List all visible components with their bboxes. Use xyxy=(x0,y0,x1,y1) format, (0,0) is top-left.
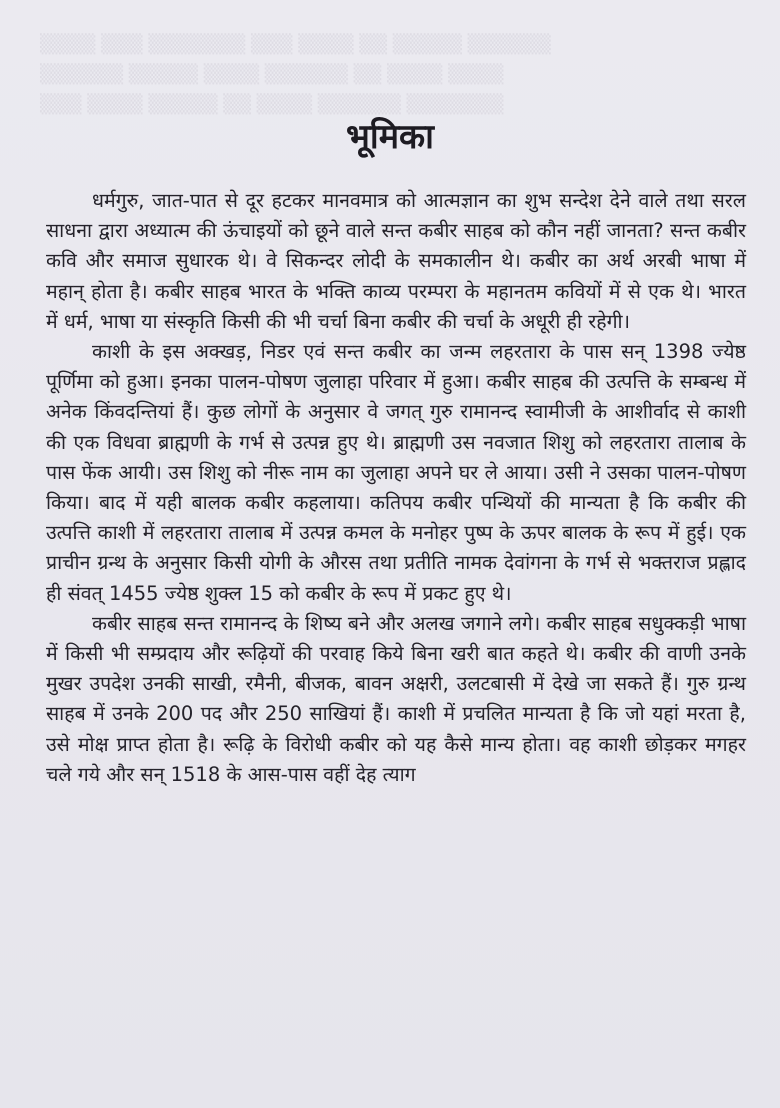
show-through-texture: ▒▒▒▒ ▒▒▒ ▒▒▒▒▒▒▒ ▒▒▒ ▒▒▒▒ ▒▒ ▒▒▒▒▒ ▒▒▒▒▒▒ ▒▒▒▒▒▒ ▒▒▒▒▒ ▒▒▒▒ ▒▒▒▒▒▒ ▒▒ ▒▒▒▒ ▒▒▒▒ ▒▒▒ ▒▒▒▒ ▒▒▒▒▒ ▒▒ ▒▒▒▒ ▒▒▒▒▒▒ ▒▒▒▒▒▒▒ xyxy=(40,34,551,115)
page-title: भूमिका xyxy=(346,117,434,157)
body-text xyxy=(46,186,746,790)
paragraph: कबीर साहब सन्त रामानन्द के शिष्य बने और अलख जगाने लगे। कबीर साहब सधुक्कड़ी भाषा में किसी भी सम्प्रदाय और रूढ़ियों की परवाह किये बिना खरी बात कहते थे। कबीर की वाणी उनके मुखर उपदेश उनकी साखी, रमैनी, बीजक, बावन अक्षरी, उलटबासी में देखे जा सकते हैं। गुरु ग्रन्थ साहब में उनके 200 पद और 250 साखियां हैं। काशी में प्रचलित मान्यता है कि जो यहां मरता है, उसे मोक्ष प्राप्त होता है। रूढ़ि के विरोधी कबीर को यह कैसे मान्य होता। वह काशी छोड़कर मगहर चले गये और सन् 1518 के आस-पास वहीं देह त्याग xyxy=(46,611,746,786)
paragraph: काशी के इस अक्खड़, निडर एवं सन्त कबीर का जन्म लहरतारा के पास सन् 1398 ज्येष्ठ पूर्णिमा को हुआ। इनका पालन-पोषण जुलाहा परिवार में हुआ। कबीर साहब की उत्पत्ति के सम्बन्ध में अनेक किंवदन्तियां हैं। कुछ लोगों के अनुसार वे जगत् गुरु रामानन्द स्वामीजी के आशीर्वाद से काशी की एक विधवा ब्राह्मणी के गर्भ से उत्पन्न हुए थे। ब्राह्मणी उस नवजात शिशु को लहरतारा तालाब के पास फेंक आयी। उस शिशु को नीरू नाम का जुलाहा अपने घर ले आया। उसी ने उसका पालन-पोषण किया। बाद में यही बालक कबीर कहलाया। कतिपय कबीर पन्थियों की मान्यता है कि कबीर की उत्पत्ति काशी में लहरतारा तालाब में उत्पन्न कमल के मनोहर पुष्प के ऊपर बालक के रूप में हुई। एक प्राचीन ग्रन्थ के अनुसार किसी योगी के औरस तथा प्रतीति नामक देवांगना के गर्भ से भक्तराज प्रह्लाद ही संवत् 1455 ज्येष्ठ शुक्ल 15 को कबीर के रूप में प्रकट हुए थे। xyxy=(46,340,746,605)
paragraph: धर्मगुरु, जात-पात से दूर हटकर मानवमात्र को आत्मज्ञान का शुभ सन्देश देने वाले तथा सरल साधना द्वारा अध्यात्म की ऊंचाइयों को छूने वाले सन्त कबीर साहब को कौन नहीं जानता? सन्त कबीर कवि और समाज सुधारक थे। वे सिकन्दर लोदी के समकालीन थे। कबीर का अर्थ अरबी भाषा में महान् होता है। कबीर साहब भारत के भक्ति काव्य परम्परा के महानतम कवियों में से एक थे। भारत में धर्म, भाषा या संस्कृति किसी की भी चर्चा बिना कबीर की चर्चा के अधूरी ही रहेगी। xyxy=(46,189,746,333)
